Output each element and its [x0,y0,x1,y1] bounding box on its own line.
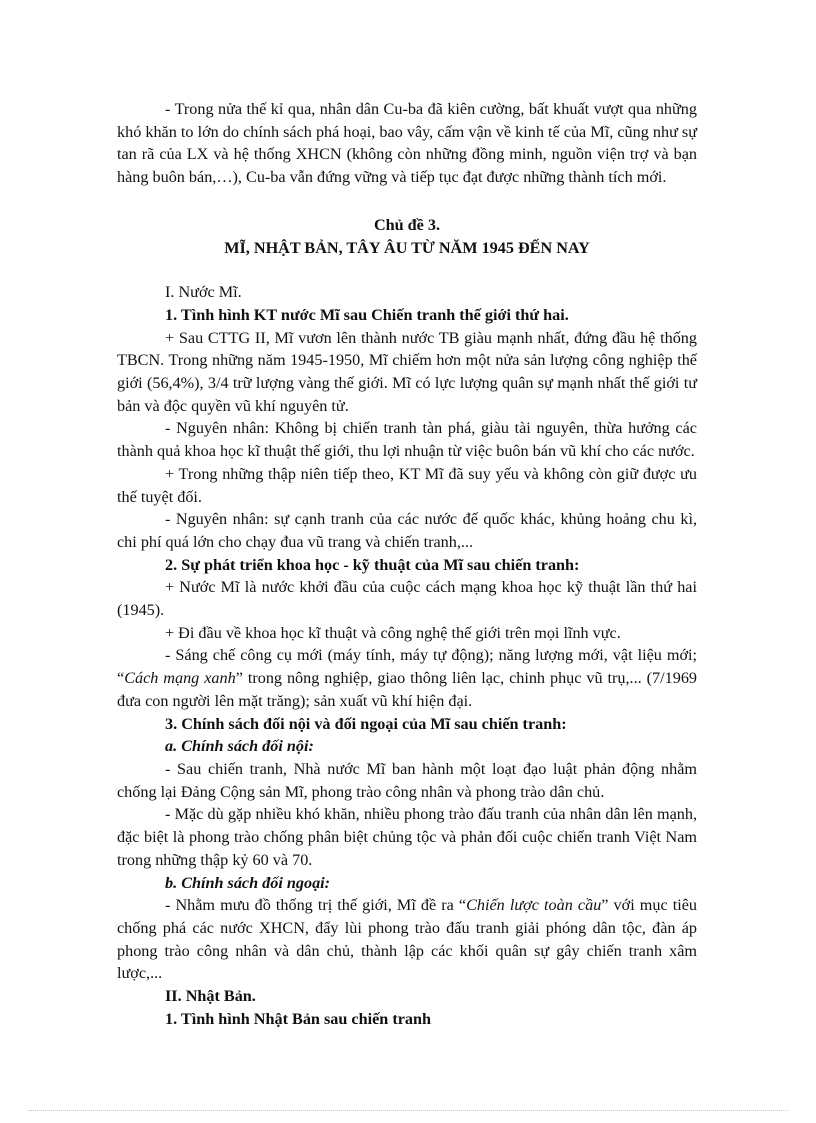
text-run: ” với mục tiêu chống phá các nước XHCN, đẩy lùi phong trào đấu tranh giải phóng dân tộc, đàn áp phong trào công nhân và dân chủ, thành lập các khối quân sự gây chiến tranh xâm lược,... [117,896,698,983]
document-page [117,98,697,1030]
subheading-foreign-policy: b. Chính sách đối ngoại: [165,873,331,892]
paragraph [117,644,697,712]
subheading-domestic-policy: a. Chính sách đối nội: [165,737,314,756]
subsection-heading-economy: 1. Tình hình KT nước Mĩ sau Chiến tranh thế giới thứ hai. [165,305,569,324]
text-run: - Nhằm mưu đồ thống trị thế giới, Mĩ đề ra “ [165,896,467,915]
topic-number: Chủ đề 3. [373,215,441,234]
page-bottom-divider [28,1110,788,1111]
subsection-heading-science: 2. Sự phát triển khoa học - kỹ thuật của Mĩ sau chiến tranh: [165,555,580,574]
paragraph: + Nước Mĩ là nước khởi đầu của cuộc cách mạng khoa học kỹ thuật lần thứ hai (1945). [117,578,697,620]
section-heading-japan: II. Nhật Bản. [165,987,256,1006]
subsection-heading-japan-postwar: 1. Tình hình Nhật Bản sau chiến tranh [165,1009,431,1028]
paragraph: - Nguyên nhân: Không bị chiến tranh tàn phá, giàu tài nguyên, thừa hưởng các thành quả khoa học kĩ thuật thế giới, thu lợi nhuận từ việc buôn bán vũ khí cho các nước. [117,419,697,461]
paragraph: - Sau chiến tranh, Nhà nước Mĩ ban hành một loạt đạo luật phản động nhằm chống lại Đảng Cộng sản Mĩ, phong trào công nhân và phong trào dân chủ. [117,759,697,801]
italic-run: Chiến lược toàn cầu [466,896,602,915]
text-run: - Sáng chế công cụ mới (máy tính, máy tự động); năng lượng mới, vật liệu mới; “ [117,646,697,688]
topic-title: MĨ, NHẬT BẢN, TÂY ÂU TỪ NĂM 1945 ĐẾN NAY [224,238,590,257]
paragraph [117,894,697,985]
subsection-heading-policy: 3. Chính sách đối nội và đối ngoại của Mĩ sau chiến tranh: [165,714,567,733]
section-heading-usa: I. Nước Mĩ. [165,283,242,302]
text-run: ” trong nông nghiệp, giao thông liên lạc, chinh phục vũ trụ,... (7/1969 đưa con người lên mặt trăng); sản xuất vũ khí hiện đại. [117,669,698,710]
paragraph: + Sau CTTG II, Mĩ vươn lên thành nước TB giàu mạnh nhất, đứng đầu hệ thống TBCN. Trong những năm 1945-1950, Mĩ chiếm hơn một nửa sản lượng công nghiệp thế giới (56,4%), 3/4 trữ lượng vàng thế giới. Mĩ có lực lượng quân sự mạnh nhất thế giới tư bản và độc quyền vũ khí nguyên tử. [117,328,697,415]
paragraph: - Nguyên nhân: sự cạnh tranh của các nước đế quốc khác, khủng hoảng chu kì, chi phí quá lớn cho chạy đua vũ trang và chiến tranh,... [117,510,697,551]
paragraph: + Đi đầu về khoa học kĩ thuật và công nghệ thế giới trên mọi lĩnh vực. [165,623,621,642]
intro-paragraph: - Trong nửa thế kỉ qua, nhân dân Cu-ba đã kiên cường, bất khuất vượt qua những khó khăn to lớn do chính sách phá hoại, bao vây, cấm vận về kinh tế của Mĩ, cũng như sự tan rã của LX và hệ thống XHCN (không còn những đồng minh, nguồn viện trợ và bạn hàng buôn bán,…), Cu-ba vẫn đứng vững và tiếp tục đạt được những thành tích mới. [117,100,697,187]
italic-run: Cách mạng xanh [124,669,236,688]
paragraph: - Mặc dù gặp nhiều khó khăn, nhiều phong trào đấu tranh của nhân dân lên mạnh, đặc biệt là phong trào chống phân biệt chủng tộc và phản đối cuộc chiến tranh Việt Nam trong những thập kỷ 60 và 70. [117,805,697,869]
paragraph: + Trong những thập niên tiếp theo, KT Mĩ đã suy yếu và không còn giữ được ưu thế tuyệt đối. [117,464,697,506]
